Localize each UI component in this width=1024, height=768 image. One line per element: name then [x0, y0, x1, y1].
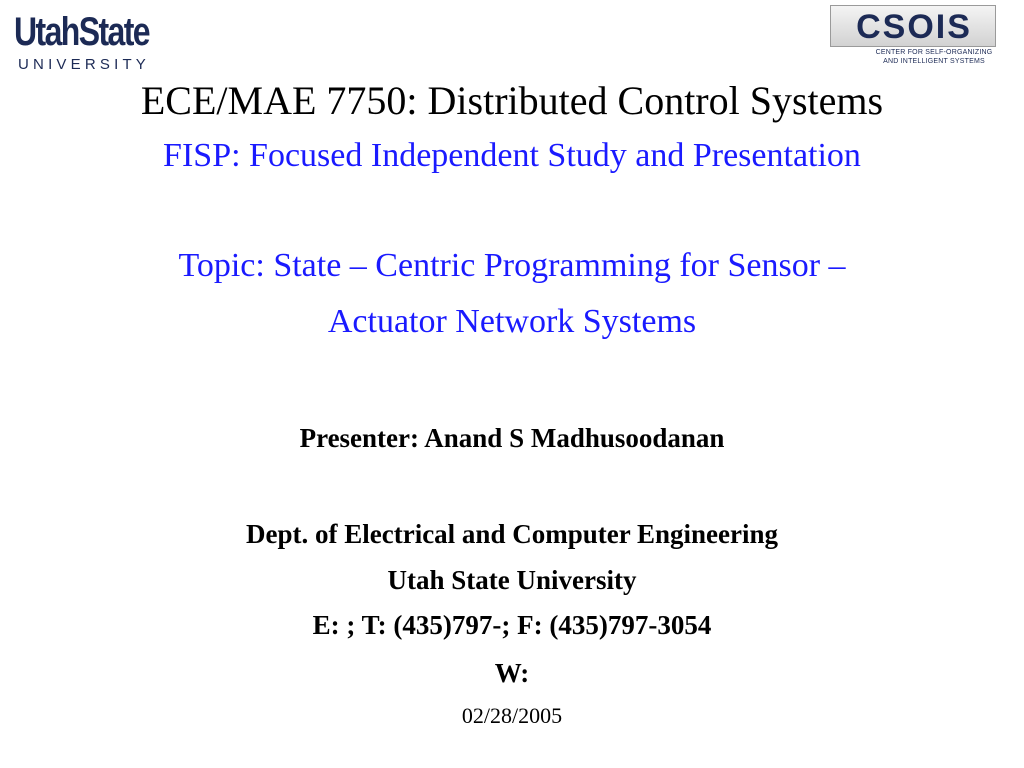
csois-logo-box — [830, 5, 996, 47]
department-line: Dept. of Electrical and Computer Engineering — [246, 519, 778, 549]
university-line: Utah State University — [387, 565, 637, 595]
topic-line-2: Actuator Network Systems — [327, 303, 697, 340]
topic-line-1: Topic: State – Centric Programming for Sensor – — [178, 247, 846, 284]
usu-logo-wordmark: UtahState — [14, 10, 149, 54]
csois-tagline-line1: CENTER FOR SELF-ORGANIZING — [875, 49, 993, 56]
presenter-line: Presenter: Anand S Madhusoodanan — [299, 423, 725, 453]
presentation-date: 02/28/2005 — [461, 703, 563, 728]
usu-logo-subtitle: UNIVERSITY — [18, 56, 151, 73]
csois-logo — [830, 5, 998, 67]
web-line: W: — [494, 658, 530, 688]
csois-logo-wordmark: CSOIS — [856, 8, 972, 46]
fisp-title: FISP: Focused Independent Study and Presentation — [163, 137, 861, 174]
contact-line: E: ; T: (435)797-; F: (435)797-3054 — [312, 610, 712, 640]
csois-tagline-line2: AND INTELLIGENT SYSTEMS — [883, 58, 985, 65]
course-title: ECE/MAE 7750: Distributed Control Systems — [140, 78, 884, 123]
usu-logo — [14, 10, 204, 74]
